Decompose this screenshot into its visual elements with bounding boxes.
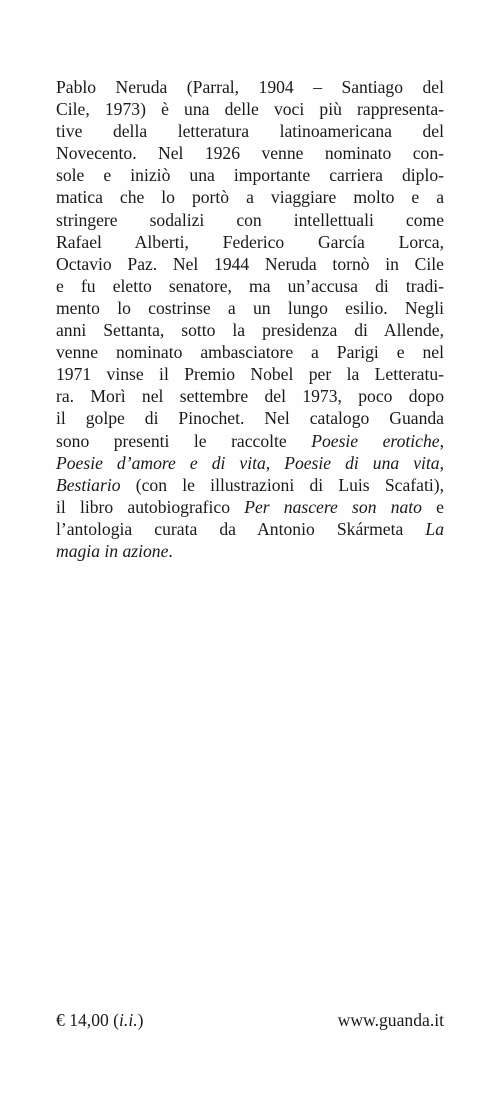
bio-line: tive della letteratura latinoamericana del [56,121,444,142]
bio-line: il golpe di Pinochet. Nel catalogo Guanda [56,408,444,429]
bio-text: , [439,430,444,451]
bio-line: sole e iniziò una importante carriera diplo- [56,165,444,186]
bio-line [56,496,444,518]
bio-line: venne nominato ambasciatore a Parigi e nel [56,342,444,363]
book-title: Poesie di una vita [284,452,440,473]
book-title: Bestiario [56,474,121,495]
bio-text: (con le illustrazioni di Luis Scafati), [120,474,444,495]
bio-line [56,518,444,540]
bio-text: sono presenti le raccolte [56,430,312,451]
bio-text: . [168,540,173,561]
price-tax-note: i.i. [119,1010,138,1030]
book-title: Poesie erotiche [311,430,440,451]
bio-line [56,540,444,562]
price [56,1010,143,1031]
bio-line: anni Settanta, sotto la presidenza di Allende, [56,320,444,341]
bio-text: e [421,496,444,517]
bio-line: Novecento. Nel 1926 venne nominato con- [56,143,444,164]
bio-text: , [265,452,285,473]
bio-line: Octavio Paz. Nel 1944 Neruda tornò in Cile [56,253,444,274]
bio-text: il libro autobiografico [56,496,245,517]
book-title: magia in azione [56,540,169,561]
bio-line: e fu eletto senatore, ma un’accusa di tradi- [56,275,444,296]
bio-line [56,430,444,452]
bio-line [56,452,444,474]
author-biography [56,76,444,562]
bio-line: Pablo Neruda (Parral, 1904 – Santiago del [56,77,444,97]
cover-footer [56,1010,444,1034]
bio-line: ra. Morì nel settembre del 1973, poco dopo [56,386,444,407]
bio-text: l’antologia curata da Antonio Skármeta [56,518,426,539]
book-title: Per nascere son nato [244,496,422,517]
bio-line: matica che lo portò a viaggiare molto e a [56,187,444,208]
bio-text: , [439,452,444,473]
price-close: ) [137,1010,144,1030]
publisher-website: www.guanda.it [337,1010,444,1030]
price-amount: € 14,00 ( [56,1010,120,1030]
bio-line: mento lo costrinse a un lungo esilio. Negli [56,297,444,318]
bio-line: 1971 vinse il Premio Nobel per la Letteratu- [56,364,444,385]
bio-line: Cile, 1973) è una delle voci più rappresenta- [56,99,444,120]
book-title: La [425,518,444,539]
book-title: Poesie d’amore e di vita [56,452,266,473]
bio-line: stringere sodalizi con intellettuali come [56,209,444,230]
bio-line: Rafael Alberti, Federico García Lorca, [56,231,444,252]
bio-line [56,474,444,496]
